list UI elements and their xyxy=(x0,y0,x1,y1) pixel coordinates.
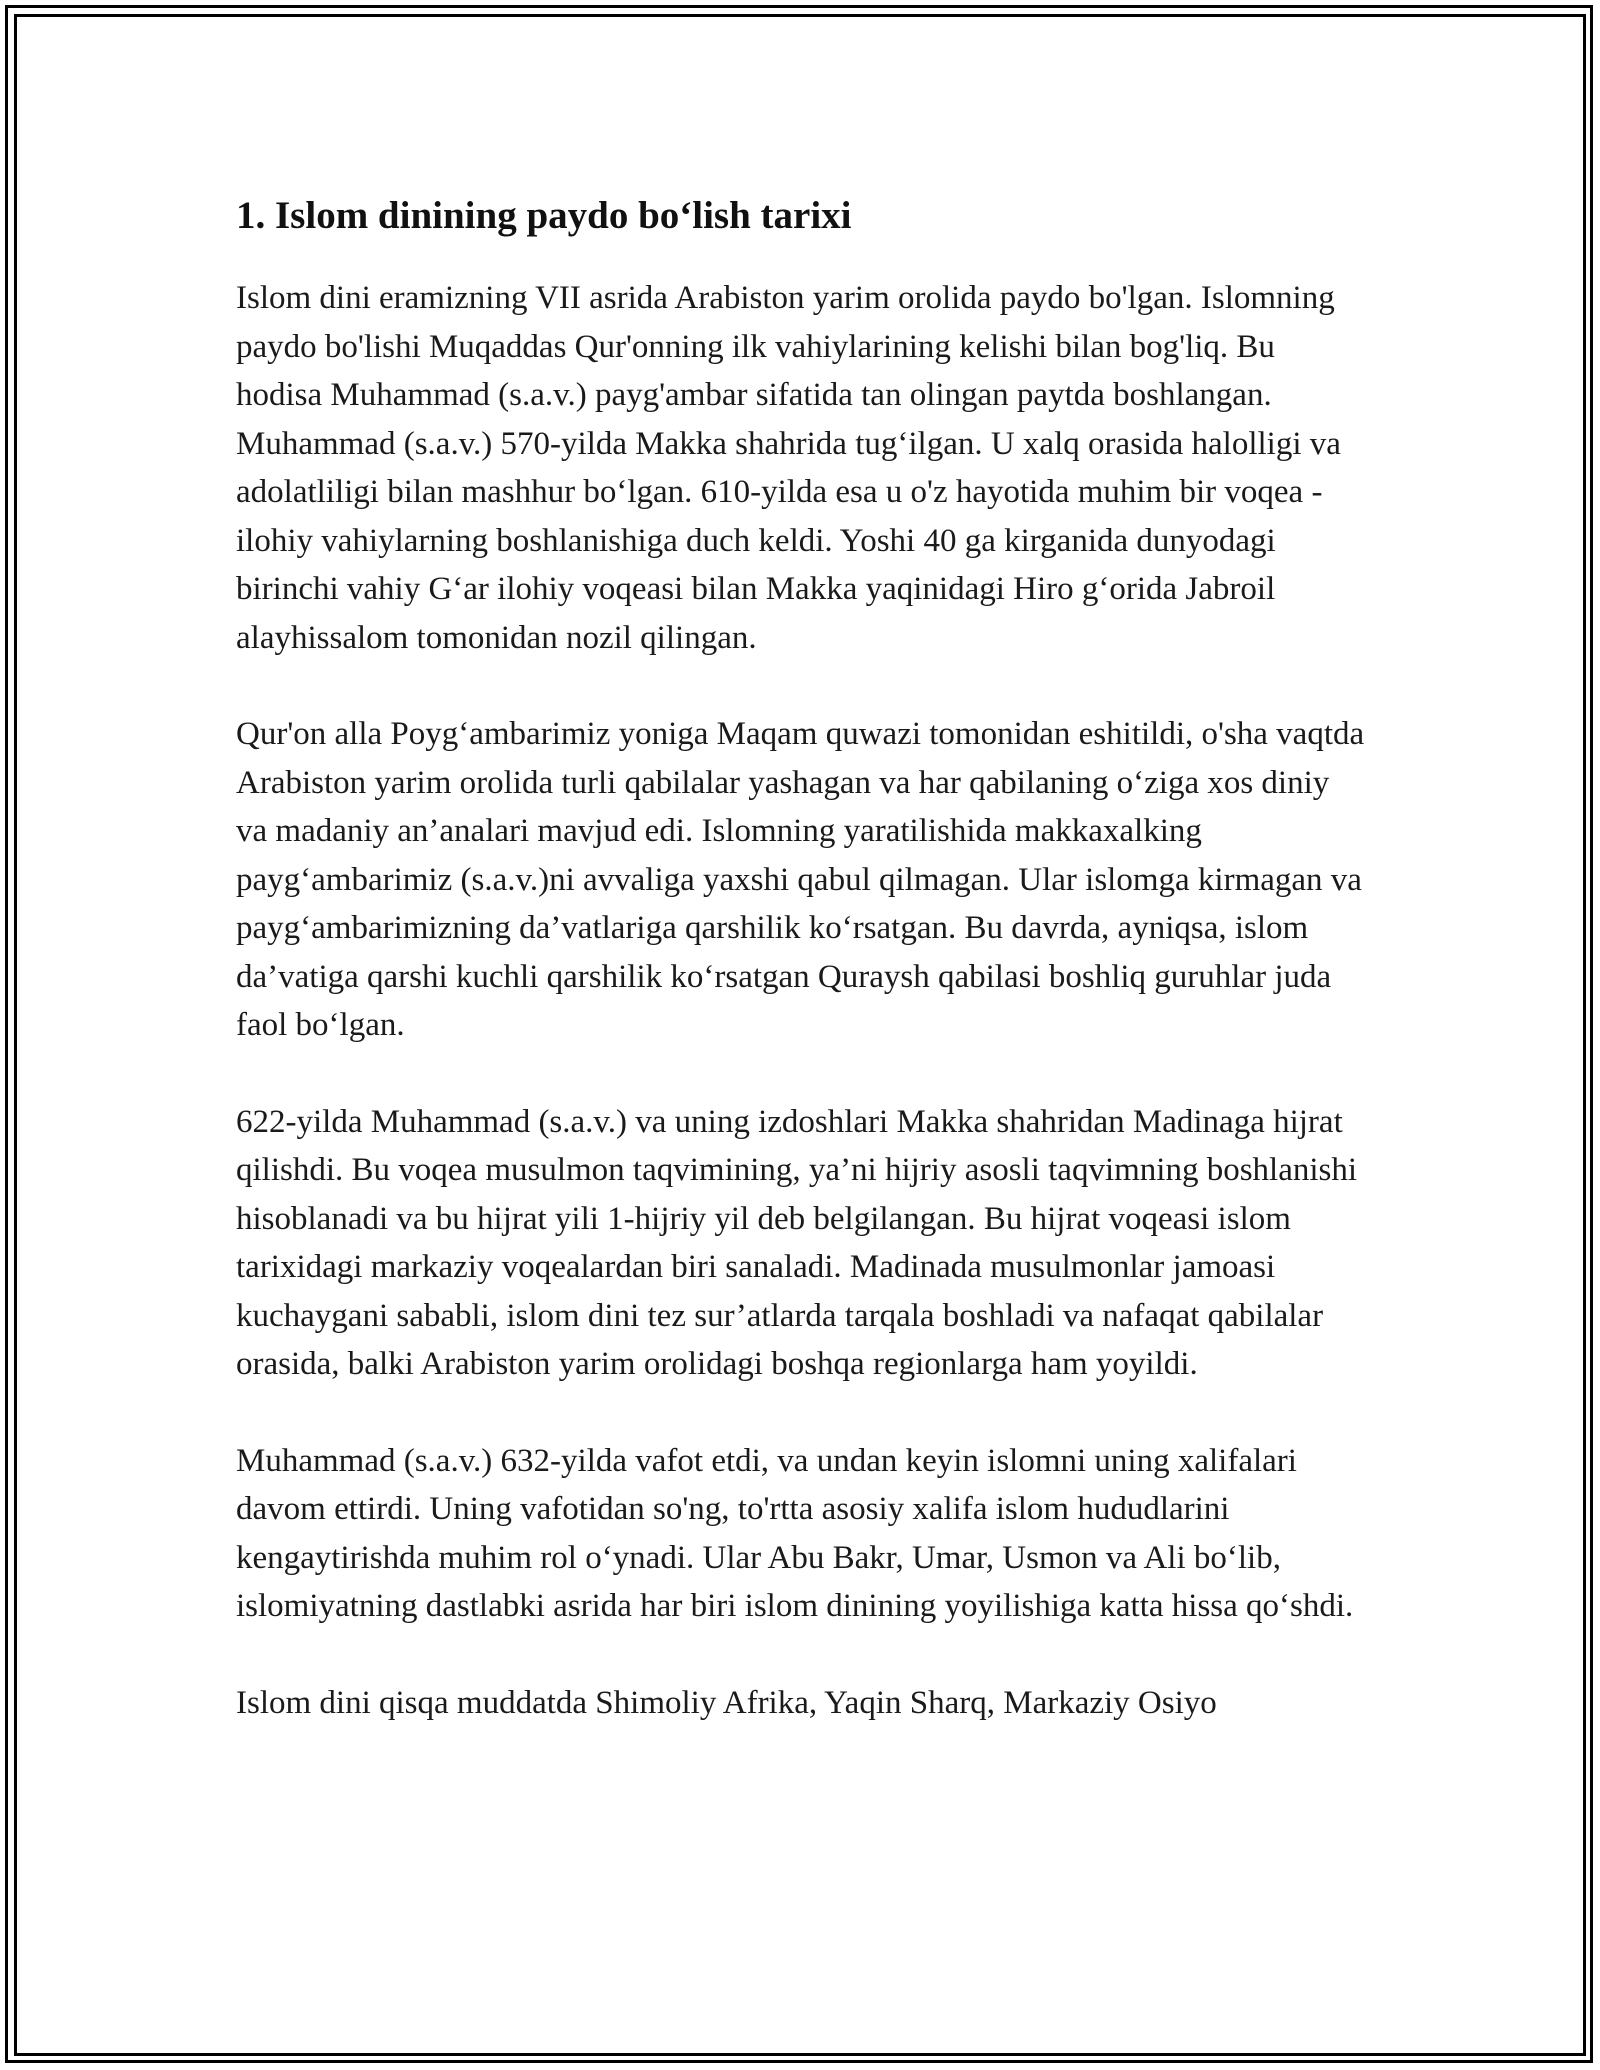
document-body xyxy=(236,188,1366,1775)
paragraph-hijra: 622-yilda Muhammad (s.a.v.) va uning izdoshlari Makka shahridan Madinaga hijrat qilishdi. Bu voqea musulmon taqvimining, ya’ni hijriy asosli taqvimning boshlanishi hisoblanadi va bu hijrat yili 1-hijriy yil deb belgilangan. Bu hijrat voqeasi islom tarixidagi markaziy voqealardan biri sanaladi. Madinada musulmonlar jamoasi kuchaygani sababli, islom dini tez sur’atlarda tarqala boshladi va nafaqat qabilalar orasida, balki Arabiston yarim orolidagi boshqa regionlarga ham yoyildi. xyxy=(236,1103,1358,1382)
paragraph-early-opposition: Qur'on alla Poyg‘ambarimiz yoniga Maqam quwazi tomonidan eshitildi, o'sha vaqtda Arabiston yarim orolida turli qabilalar yashagan va har qabilaning o‘ziga xos diniy va madaniy an’analari mavjud edi. Islomning yaratilishida makkaxalking payg‘ambarimiz (s.a.v.)ni avvaliga yaxshi qabul qilmagan. Ular islomga kirmagan va payg‘ambarimizning da’vatlariga qarshilik ko‘rsatgan. Bu davrda, ayniqsa, islom da’vatiga qarshi kuchli qarshilik ko‘rsatgan Quraysh qabilasi boshliq guruhlar juda faol bo‘lgan. xyxy=(236,716,1365,1043)
paragraph-caliphs: Muhammad (s.a.v.) 632-yilda vafot etdi, va undan keyin islomni uning xalifalari davom ettirdi. Uning vafotidan so'ng, to'rtta asosiy xalifa islom hududlarini kengaytirishda muhim rol o‘ynadi. Ular Abu Bakr, Umar, Usmon va Ali bo‘lib, islomiyatning dastlabki asrida har biri islom dinining yoyilishiga katta hissa qo‘shdi. xyxy=(236,1442,1354,1624)
paragraph-origins: Islom dini eramizning VII asrida Arabiston yarim orolida paydo bo'lgan. Islomning paydo bo'lishi Muqaddas Qur'onning ilk vahiylarining kelishi bilan bog'liq. Bu hodisa Muhammad (s.a.v.) payg'ambar sifatida tan olingan paytda boshlangan. Muhammad (s.a.v.) 570-yilda Makka shahrida tug‘ilgan. U xalq orasida halolligi va adolatliligi bilan mashhur bo‘lgan. 610-yilda esa u o'z hayotida muhim bir voqea - ilohiy vahiylarning boshlanishiga duch keldi. Yoshi 40 ga kirganida dunyodagi birinchi vahiy G‘ar ilohiy voqeasi bilan Makka yaqinidagi Hiro g‘orida Jabroil alayhissalom tomonidan nozil qilingan. xyxy=(236,280,1341,656)
section-heading: 1. Islom dinining paydo bo‘lish tarixi xyxy=(236,194,852,237)
paragraph-spread: Islom dini qisqa muddatda Shimoliy Afrika, Yaqin Sharq, Markaziy Osiyo xyxy=(236,1684,1217,1721)
